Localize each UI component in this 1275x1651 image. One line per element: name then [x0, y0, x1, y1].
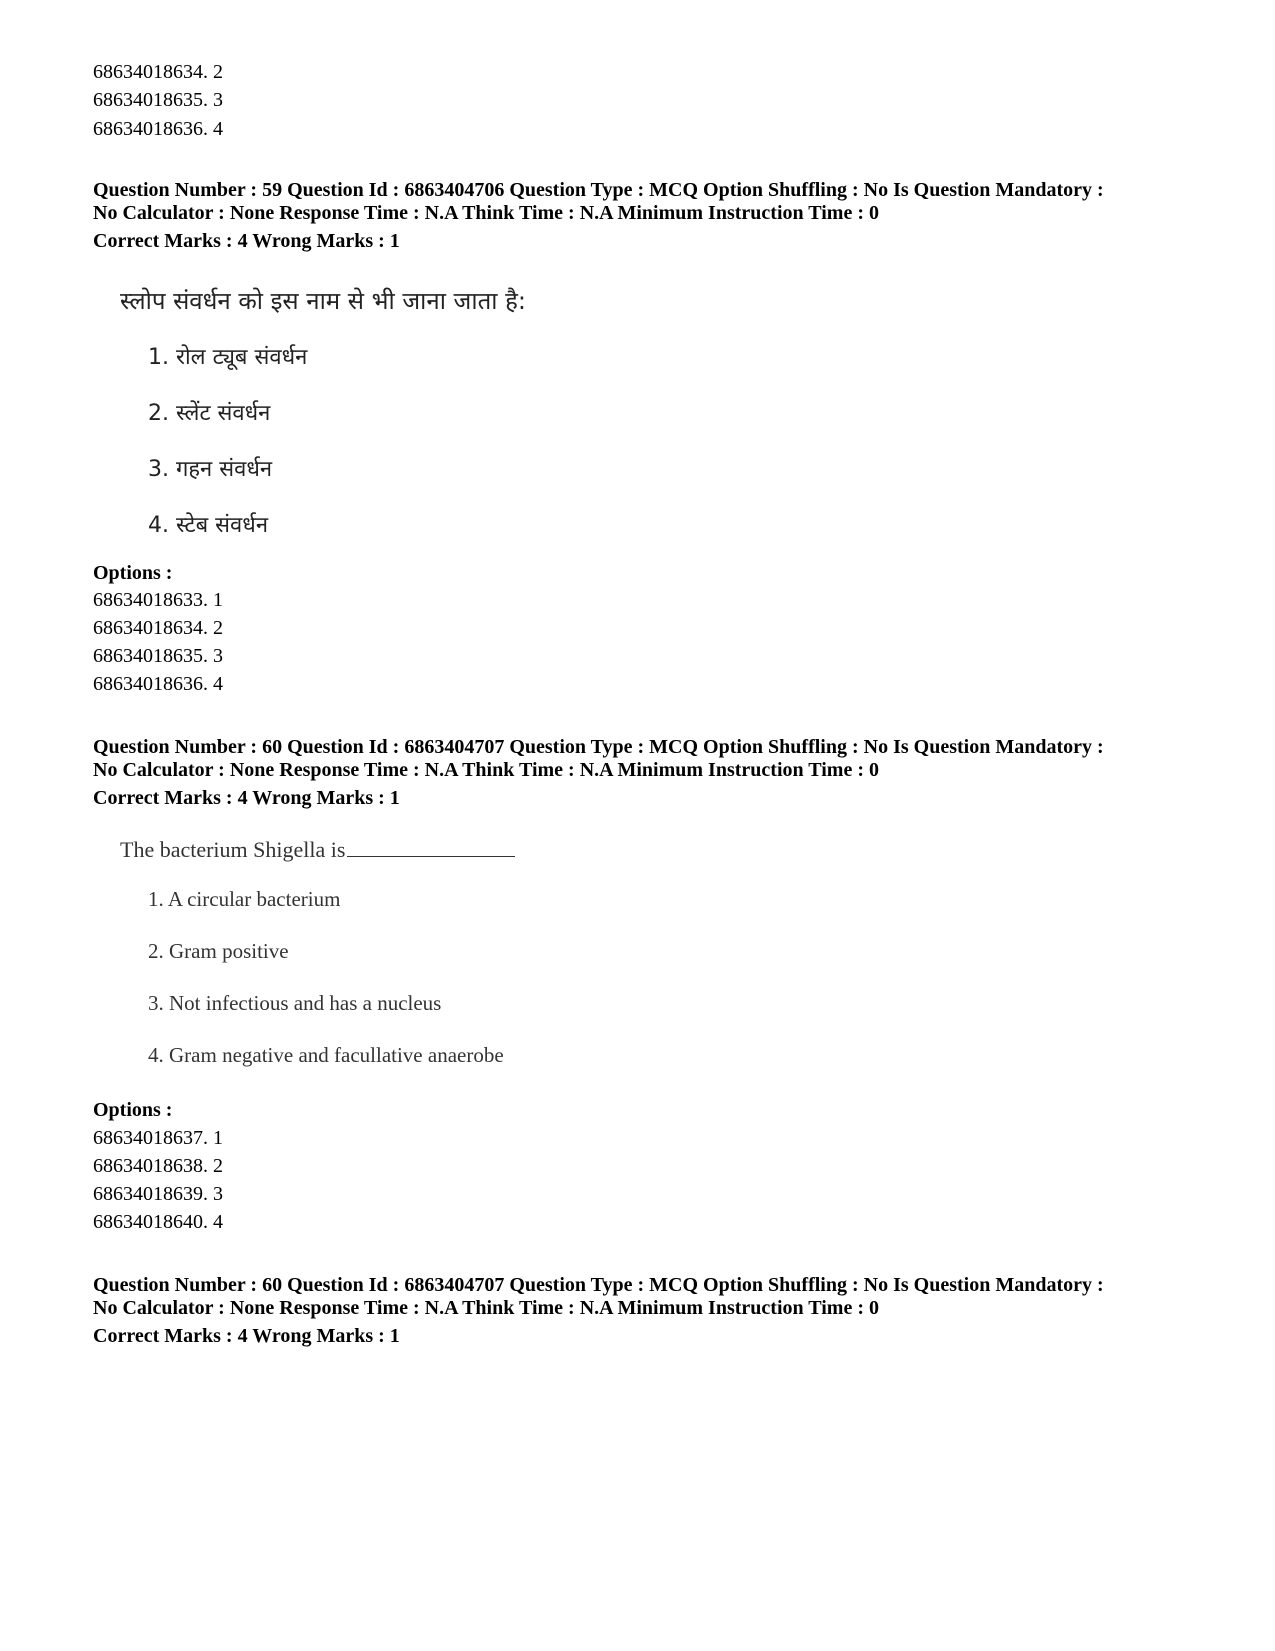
answer-choice: 2. Gram positive — [148, 939, 289, 963]
answer-blank — [347, 836, 515, 857]
answer-choice: 3. गहन संवर्धन — [148, 457, 273, 482]
answer-choice: 2. स्लेंट संवर्धन — [148, 401, 271, 426]
option-line: 68634018634. 2 — [93, 61, 223, 83]
question-header: Question Number : 60 Question Id : 6863404707 Question Type : MCQ Option Shuffling : No Is Question Mandatory : — [93, 1274, 1104, 1296]
question-text-content: The bacterium Shigella is — [120, 837, 346, 862]
question-header: No Calculator : None Response Time : N.A Think Time : N.A Minimum Instruction Time : 0 — [93, 202, 879, 224]
options-label: Options : — [93, 1099, 173, 1121]
option-line: 68634018637. 1 — [93, 1127, 223, 1149]
question-marks: Correct Marks : 4 Wrong Marks : 1 — [93, 230, 400, 252]
question-marks: Correct Marks : 4 Wrong Marks : 1 — [93, 787, 400, 809]
option-line: 68634018636. 4 — [93, 673, 223, 695]
answer-choice: 3. Not infectious and has a nucleus — [148, 991, 442, 1015]
question-header: No Calculator : None Response Time : N.A Think Time : N.A Minimum Instruction Time : 0 — [93, 1297, 879, 1319]
question-text: स्लोप संवर्धन को इस नाम से भी जाना जाता है: — [120, 287, 526, 315]
question-text — [120, 836, 515, 863]
option-line: 68634018640. 4 — [93, 1211, 223, 1233]
question-header: No Calculator : None Response Time : N.A Think Time : N.A Minimum Instruction Time : 0 — [93, 759, 879, 781]
answer-choice: 1. A circular bacterium — [148, 887, 341, 911]
option-line: 68634018635. 3 — [93, 645, 223, 667]
answer-choice: 4. Gram negative and facullative anaerobe — [148, 1043, 504, 1067]
option-line: 68634018636. 4 — [93, 118, 223, 140]
question-header: Question Number : 59 Question Id : 6863404706 Question Type : MCQ Option Shuffling : No Is Question Mandatory : — [93, 179, 1104, 201]
answer-choice: 1. रोल ट्यूब संवर्धन — [148, 345, 308, 370]
option-line: 68634018635. 3 — [93, 89, 223, 111]
answer-choice: 4. स्टेब संवर्धन — [148, 513, 269, 538]
option-line: 68634018633. 1 — [93, 589, 223, 611]
question-marks: Correct Marks : 4 Wrong Marks : 1 — [93, 1325, 400, 1347]
option-line: 68634018634. 2 — [93, 617, 223, 639]
options-label: Options : — [93, 562, 173, 584]
question-header: Question Number : 60 Question Id : 6863404707 Question Type : MCQ Option Shuffling : No Is Question Mandatory : — [93, 736, 1104, 758]
option-line: 68634018638. 2 — [93, 1155, 223, 1177]
option-line: 68634018639. 3 — [93, 1183, 223, 1205]
